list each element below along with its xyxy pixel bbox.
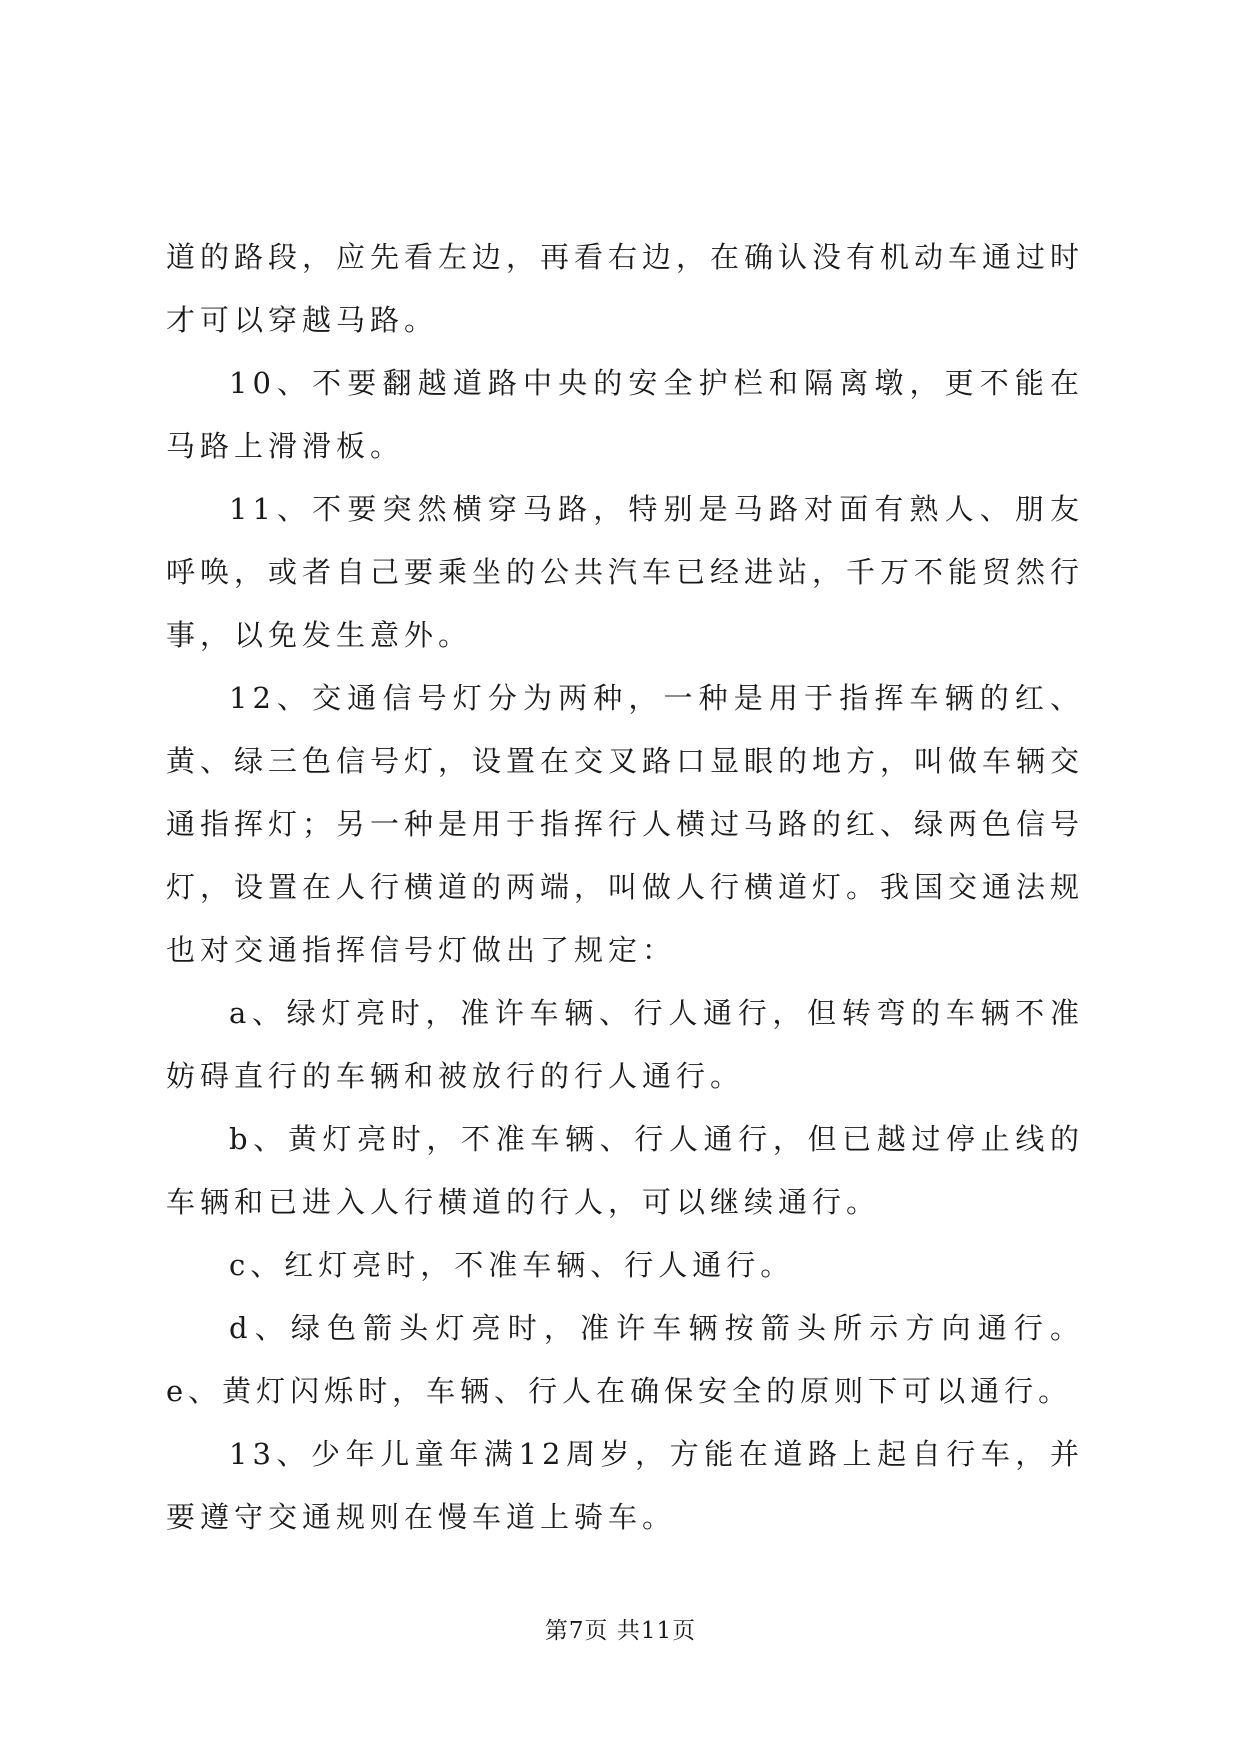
- paragraph-item-b: b、黄灯亮时，不准车辆、行人通行，但已越过停止线的车辆和已进入人行横道的行人，可以继续通行。: [166, 1122, 1084, 1219]
- paragraph-item-a: a、绿灯亮时，准许车辆、行人通行，但转弯的车辆不准妨碍直行的车辆和被放行的行人通行。: [166, 996, 1084, 1093]
- paragraph-item-13: 13、少年儿童年满12周岁，方能在道路上起自行车，并要遵守交通规则在慢车道上骑车。: [166, 1437, 1084, 1534]
- paragraph-item-d-e: d、绿色箭头灯亮时，准许车辆按箭头所示方向通行。e、黄灯闪烁时，车辆、行人在确保安全的原则下可以通行。: [166, 1311, 1084, 1408]
- paragraph-item-c: c、红灯亮时，不准车辆、行人通行。: [229, 1248, 795, 1282]
- body-text: [166, 226, 1084, 1549]
- paragraph-continuation: 道的路段，应先看左边，再看右边，在确认没有机动车通过时才可以穿越马路。: [166, 240, 1085, 337]
- page-number-footer: 第7页 共11页: [544, 1618, 697, 1644]
- paragraph-item-11: 11、不要突然横穿马路，特别是马路对面有熟人、朋友呼唤，或者自己要乘坐的公共汽车已经进站，千万不能贸然行事，以免发生意外。: [166, 492, 1085, 652]
- paragraph-item-12: 12、交通信号灯分为两种，一种是用于指挥车辆的红、黄、绿三色信号灯，设置在交叉路口显眼的地方，叫做车辆交通指挥灯；另一种是用于指挥行人横过马路的红、绿两色信号灯，设置在人行横道的两端，叫做人行横道灯。我国交通法规也对交通指挥信号灯做出了规定：: [166, 681, 1085, 967]
- paragraph-item-10: 10、不要翻越道路中央的安全护栏和隔离墩，更不能在马路上滑滑板。: [166, 366, 1084, 463]
